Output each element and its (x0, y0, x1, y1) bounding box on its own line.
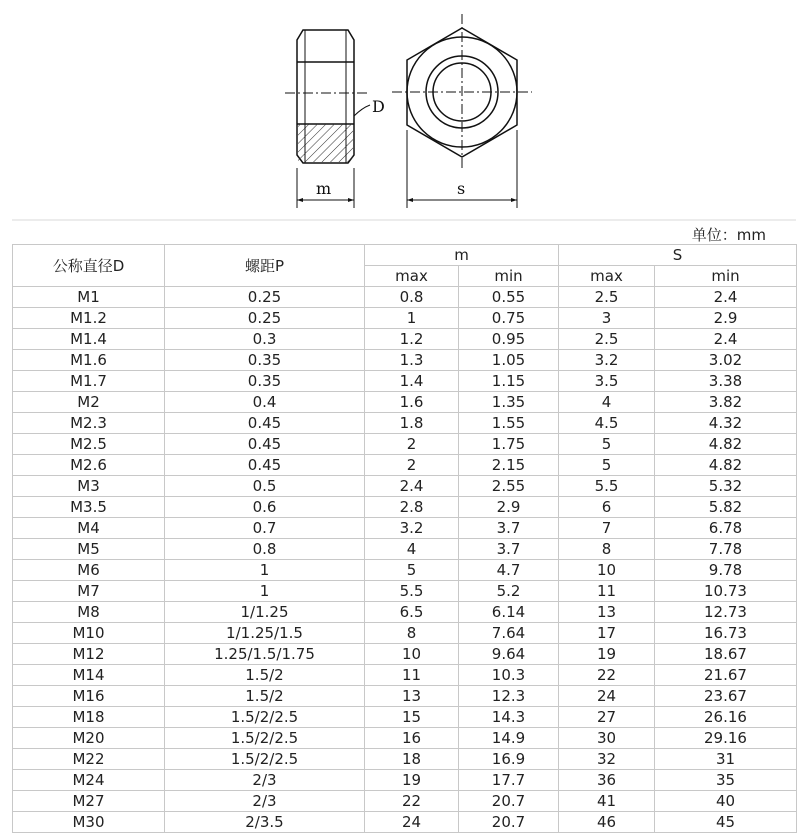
cell-s-min: 23.67 (655, 686, 797, 707)
cell-m-min: 9.64 (459, 644, 559, 665)
cell-s-min: 16.73 (655, 623, 797, 644)
cell-diameter: M3 (13, 476, 165, 497)
cell-s-max: 2.5 (559, 287, 655, 308)
table-row (13, 539, 797, 560)
label-d: D (372, 97, 385, 116)
cell-pitch: 0.25 (165, 287, 365, 308)
cell-s-max: 11 (559, 581, 655, 602)
cell-m-max: 13 (365, 686, 459, 707)
table-row (13, 434, 797, 455)
cell-pitch: 0.7 (165, 518, 365, 539)
table-row (13, 497, 797, 518)
table-row (13, 560, 797, 581)
cell-diameter: M6 (13, 560, 165, 581)
cell-diameter: M3.5 (13, 497, 165, 518)
cell-s-min: 31 (655, 749, 797, 770)
cell-pitch: 2/3.5 (165, 812, 365, 833)
table-row (13, 623, 797, 644)
cell-s-min: 6.78 (655, 518, 797, 539)
header-m-min: min (459, 266, 559, 287)
cell-pitch: 0.8 (165, 539, 365, 560)
cell-diameter: M2.3 (13, 413, 165, 434)
cell-diameter: M30 (13, 812, 165, 833)
cell-m-max: 19 (365, 770, 459, 791)
cell-m-max: 0.8 (365, 287, 459, 308)
cell-s-max: 3.2 (559, 350, 655, 371)
cell-m-min: 10.3 (459, 665, 559, 686)
cell-m-min: 0.75 (459, 308, 559, 329)
cell-diameter: M14 (13, 665, 165, 686)
table-row (13, 749, 797, 770)
cell-pitch: 1.5/2/2.5 (165, 707, 365, 728)
cell-s-max: 3 (559, 308, 655, 329)
cell-pitch: 1.5/2 (165, 665, 365, 686)
cell-m-max: 16 (365, 728, 459, 749)
cell-m-min: 2.15 (459, 455, 559, 476)
hex-nut-spec-table (12, 244, 797, 833)
cell-s-max: 5 (559, 434, 655, 455)
cell-m-max: 18 (365, 749, 459, 770)
cell-m-min: 12.3 (459, 686, 559, 707)
cell-pitch: 1 (165, 581, 365, 602)
cell-s-max: 3.5 (559, 371, 655, 392)
cell-s-max: 36 (559, 770, 655, 791)
cell-s-min: 26.16 (655, 707, 797, 728)
cell-m-max: 15 (365, 707, 459, 728)
cell-s-max: 13 (559, 602, 655, 623)
cell-s-min: 4.32 (655, 413, 797, 434)
cell-m-min: 1.15 (459, 371, 559, 392)
cell-s-max: 32 (559, 749, 655, 770)
table-body (13, 287, 797, 833)
cell-m-min: 4.7 (459, 560, 559, 581)
cell-m-max: 2.8 (365, 497, 459, 518)
table-row (13, 770, 797, 791)
cell-m-max: 4 (365, 539, 459, 560)
cell-m-max: 1.8 (365, 413, 459, 434)
label-s: s (457, 179, 466, 198)
cell-s-min: 3.82 (655, 392, 797, 413)
cell-s-min: 2.4 (655, 287, 797, 308)
cell-diameter: M10 (13, 623, 165, 644)
cell-m-min: 1.05 (459, 350, 559, 371)
table-row (13, 392, 797, 413)
cell-diameter: M24 (13, 770, 165, 791)
cell-s-max: 19 (559, 644, 655, 665)
cell-pitch: 1 (165, 560, 365, 581)
cell-diameter: M8 (13, 602, 165, 623)
table-row (13, 686, 797, 707)
table-row (13, 350, 797, 371)
cell-diameter: M27 (13, 791, 165, 812)
cell-diameter: M5 (13, 539, 165, 560)
cell-s-min: 9.78 (655, 560, 797, 581)
table-header (13, 245, 797, 287)
cell-s-min: 40 (655, 791, 797, 812)
cell-s-min: 3.02 (655, 350, 797, 371)
cell-s-max: 17 (559, 623, 655, 644)
table-row (13, 287, 797, 308)
cell-s-max: 2.5 (559, 329, 655, 350)
cell-s-max: 30 (559, 728, 655, 749)
cell-m-max: 5 (365, 560, 459, 581)
cell-diameter: M2.5 (13, 434, 165, 455)
cell-m-min: 14.9 (459, 728, 559, 749)
header-s-min: min (655, 266, 797, 287)
table-row (13, 329, 797, 350)
cell-diameter: M1 (13, 287, 165, 308)
table-row (13, 371, 797, 392)
cell-m-max: 24 (365, 812, 459, 833)
cell-s-min: 10.73 (655, 581, 797, 602)
cell-m-min: 17.7 (459, 770, 559, 791)
cell-s-max: 41 (559, 791, 655, 812)
cell-s-min: 29.16 (655, 728, 797, 749)
cell-m-max: 6.5 (365, 602, 459, 623)
header-pitch: 螺距P (165, 245, 365, 287)
cell-s-min: 21.67 (655, 665, 797, 686)
cell-m-max: 1.4 (365, 371, 459, 392)
cell-m-max: 3.2 (365, 518, 459, 539)
cell-m-max: 8 (365, 623, 459, 644)
table-row (13, 791, 797, 812)
cell-diameter: M12 (13, 644, 165, 665)
cell-pitch: 2/3 (165, 770, 365, 791)
cell-m-min: 20.7 (459, 791, 559, 812)
cell-m-min: 1.55 (459, 413, 559, 434)
cell-s-min: 4.82 (655, 434, 797, 455)
cell-s-min: 4.82 (655, 455, 797, 476)
cell-pitch: 0.45 (165, 455, 365, 476)
cell-pitch: 1.5/2/2.5 (165, 749, 365, 770)
cell-pitch: 2/3 (165, 791, 365, 812)
cell-s-min: 7.78 (655, 539, 797, 560)
cell-diameter: M22 (13, 749, 165, 770)
cell-m-min: 2.9 (459, 497, 559, 518)
cell-diameter: M18 (13, 707, 165, 728)
table-row (13, 413, 797, 434)
table-row (13, 728, 797, 749)
cell-m-max: 1.3 (365, 350, 459, 371)
cell-m-min: 14.3 (459, 707, 559, 728)
cell-s-max: 10 (559, 560, 655, 581)
cell-diameter: M7 (13, 581, 165, 602)
cell-m-min: 1.35 (459, 392, 559, 413)
cell-diameter: M1.6 (13, 350, 165, 371)
cell-m-max: 2 (365, 455, 459, 476)
cell-m-min: 16.9 (459, 749, 559, 770)
cell-pitch: 0.4 (165, 392, 365, 413)
cell-s-max: 27 (559, 707, 655, 728)
cell-m-min: 2.55 (459, 476, 559, 497)
table-row (13, 707, 797, 728)
cell-s-min: 35 (655, 770, 797, 791)
header-diameter: 公称直径D (13, 245, 165, 287)
cell-m-min: 5.2 (459, 581, 559, 602)
label-m: m (316, 179, 332, 198)
cell-m-max: 1 (365, 308, 459, 329)
cell-m-max: 10 (365, 644, 459, 665)
cell-m-min: 7.64 (459, 623, 559, 644)
cell-pitch: 1.25/1.5/1.75 (165, 644, 365, 665)
header-s-group: S (559, 245, 797, 266)
cell-m-max: 1.6 (365, 392, 459, 413)
cell-m-max: 5.5 (365, 581, 459, 602)
cell-m-max: 2 (365, 434, 459, 455)
table-row (13, 644, 797, 665)
table-row (13, 518, 797, 539)
cell-pitch: 0.5 (165, 476, 365, 497)
cell-s-min: 45 (655, 812, 797, 833)
cell-s-max: 4.5 (559, 413, 655, 434)
cell-s-max: 5.5 (559, 476, 655, 497)
cell-pitch: 0.25 (165, 308, 365, 329)
cell-s-min: 2.4 (655, 329, 797, 350)
hex-nut-drawing (0, 0, 800, 222)
cell-s-max: 4 (559, 392, 655, 413)
cell-m-min: 0.95 (459, 329, 559, 350)
cell-diameter: M2 (13, 392, 165, 413)
cell-diameter: M20 (13, 728, 165, 749)
cell-m-min: 6.14 (459, 602, 559, 623)
cell-m-min: 3.7 (459, 518, 559, 539)
cell-s-min: 5.82 (655, 497, 797, 518)
cell-s-max: 5 (559, 455, 655, 476)
cell-s-min: 18.67 (655, 644, 797, 665)
cell-m-min: 20.7 (459, 812, 559, 833)
table-row (13, 455, 797, 476)
cell-pitch: 0.35 (165, 350, 365, 371)
header-m-group: m (365, 245, 559, 266)
cell-diameter: M2.6 (13, 455, 165, 476)
cell-pitch: 1/1.25/1.5 (165, 623, 365, 644)
cell-s-max: 6 (559, 497, 655, 518)
cell-m-min: 1.75 (459, 434, 559, 455)
unit-label: 单位：mm (691, 226, 766, 244)
cell-diameter: M4 (13, 518, 165, 539)
cell-s-max: 8 (559, 539, 655, 560)
cell-m-max: 22 (365, 791, 459, 812)
cell-s-min: 12.73 (655, 602, 797, 623)
cell-s-max: 46 (559, 812, 655, 833)
cell-pitch: 1.5/2 (165, 686, 365, 707)
header-m-max: max (365, 266, 459, 287)
table-row (13, 665, 797, 686)
cell-pitch: 0.45 (165, 434, 365, 455)
table-row (13, 476, 797, 497)
table-row (13, 308, 797, 329)
table-row (13, 812, 797, 833)
cell-m-min: 3.7 (459, 539, 559, 560)
cell-s-max: 7 (559, 518, 655, 539)
cell-pitch: 0.6 (165, 497, 365, 518)
cell-s-max: 24 (559, 686, 655, 707)
cell-pitch: 0.45 (165, 413, 365, 434)
cell-m-max: 1.2 (365, 329, 459, 350)
cell-s-min: 2.9 (655, 308, 797, 329)
cell-pitch: 0.35 (165, 371, 365, 392)
table-row (13, 602, 797, 623)
cell-diameter: M1.7 (13, 371, 165, 392)
cell-s-max: 22 (559, 665, 655, 686)
cell-diameter: M16 (13, 686, 165, 707)
cell-diameter: M1.4 (13, 329, 165, 350)
cell-s-min: 3.38 (655, 371, 797, 392)
cell-m-min: 0.55 (459, 287, 559, 308)
cell-m-max: 11 (365, 665, 459, 686)
cell-m-max: 2.4 (365, 476, 459, 497)
cell-s-min: 5.32 (655, 476, 797, 497)
cell-pitch: 1/1.25 (165, 602, 365, 623)
cell-pitch: 1.5/2/2.5 (165, 728, 365, 749)
header-s-max: max (559, 266, 655, 287)
cell-pitch: 0.3 (165, 329, 365, 350)
table-row (13, 581, 797, 602)
cell-diameter: M1.2 (13, 308, 165, 329)
